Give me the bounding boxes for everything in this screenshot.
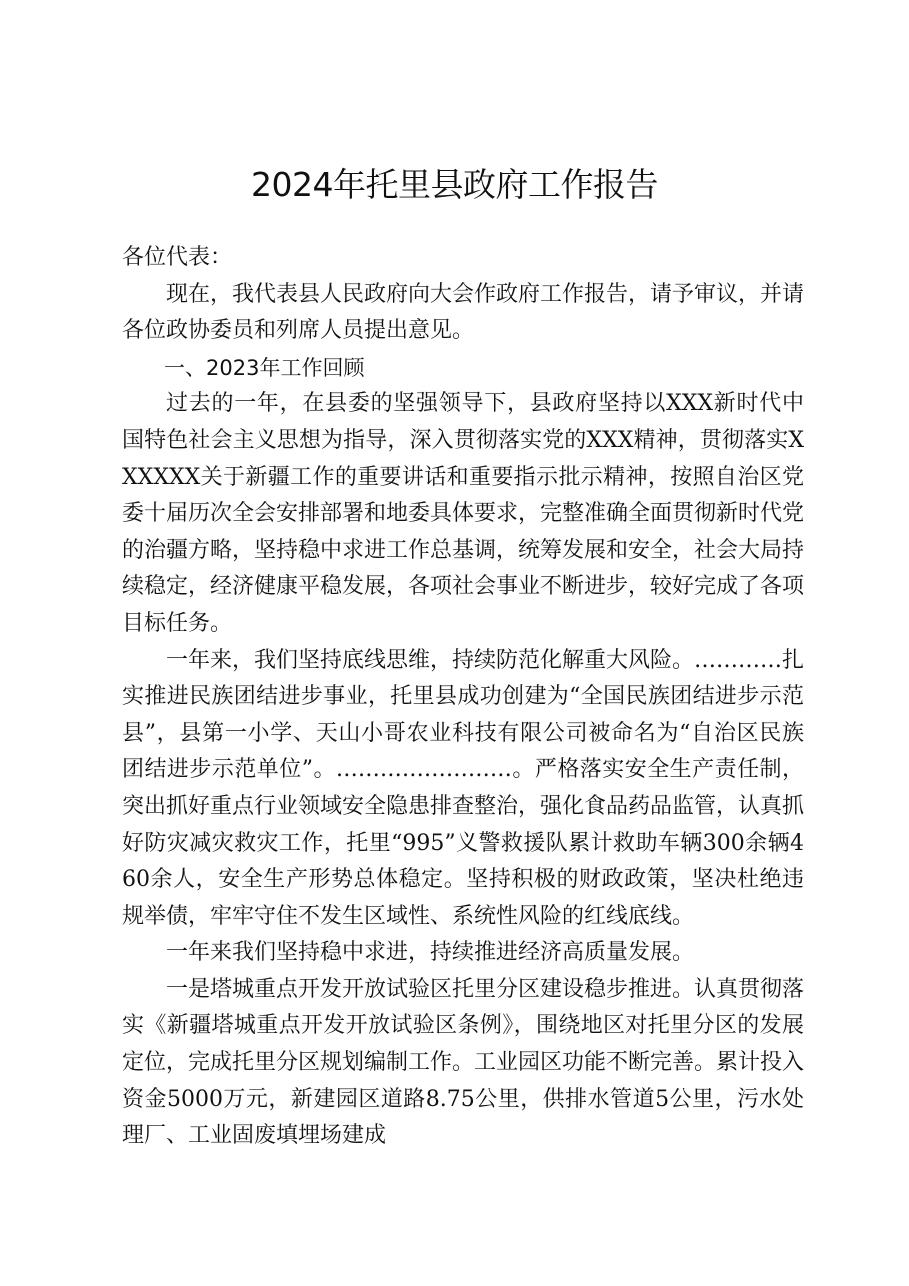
paragraph-risk: 一年来，我们坚持底线思维，持续防范化解重大风险。…………扎实推进民族团结进步事业，托里县成功创建为“全国民族团结进步示范县”，县第一小学、天山小哥农业科技有限公司被命名为“自治区民族团结进步示范单位”。……………………。严格落实安全生产责任制，突出抓好重点行业领域安全隐患排查整治，强化食品药品监管，认真抓好防灾减灾救灾工作，托里“995”义警救援队累计救助车辆300余辆460余人，安全生产形势总体稳定。坚持积极的财政政策，坚决杜绝违规举债，牢牢守住不发生区域性、系统性风险的红线底线。 [122, 647, 805, 929]
paragraph-zone: 一是塔城重点开发开放试验区托里分区建设稳步推进。认真贯彻落实《新疆塔城重点开发开放试验区条例》，围绕地区对托里分区的发展定位，完成托里分区规划编制工作。工业园区功能不断完善。累计投入资金5000万元，新建园区道路8.75公里，供排水管道5公里，污水处理厂、工业固废填埋场建成 [122, 976, 805, 1149]
document-body [122, 240, 804, 1155]
salutation: 各位代表： [122, 245, 233, 270]
paragraph-review: 过去的一年，在县委的坚强领导下，县政府坚持以XXX新时代中国特色社会主义思想为指导，深入贯彻落实党的XXX精神，贯彻落实XXXXXX关于新疆工作的重要讲话和重要指示批示精神，按照自治区党委十届历次全会安排部署和地委具体要求，完整准确全面贯彻新时代党的治疆方略，坚持稳中求进工作总基调，统筹发展和安全，社会大局持续稳定，经济健康平稳发展，各项社会事业不断进步，较好完成了各项目标任务。 [122, 391, 805, 636]
paragraph-economy: 一年来我们坚持稳中求进，持续推进经济高质量发展。 [166, 940, 695, 966]
paragraph-intro: 现在，我代表县人民政府向大会作政府工作报告，请予审议，并请各位政协委员和列席人员提出意见。 [122, 281, 805, 344]
section-heading: 一、2023年工作回顾 [164, 355, 365, 380]
document-title: 2024年托里县政府工作报告 [251, 165, 658, 204]
